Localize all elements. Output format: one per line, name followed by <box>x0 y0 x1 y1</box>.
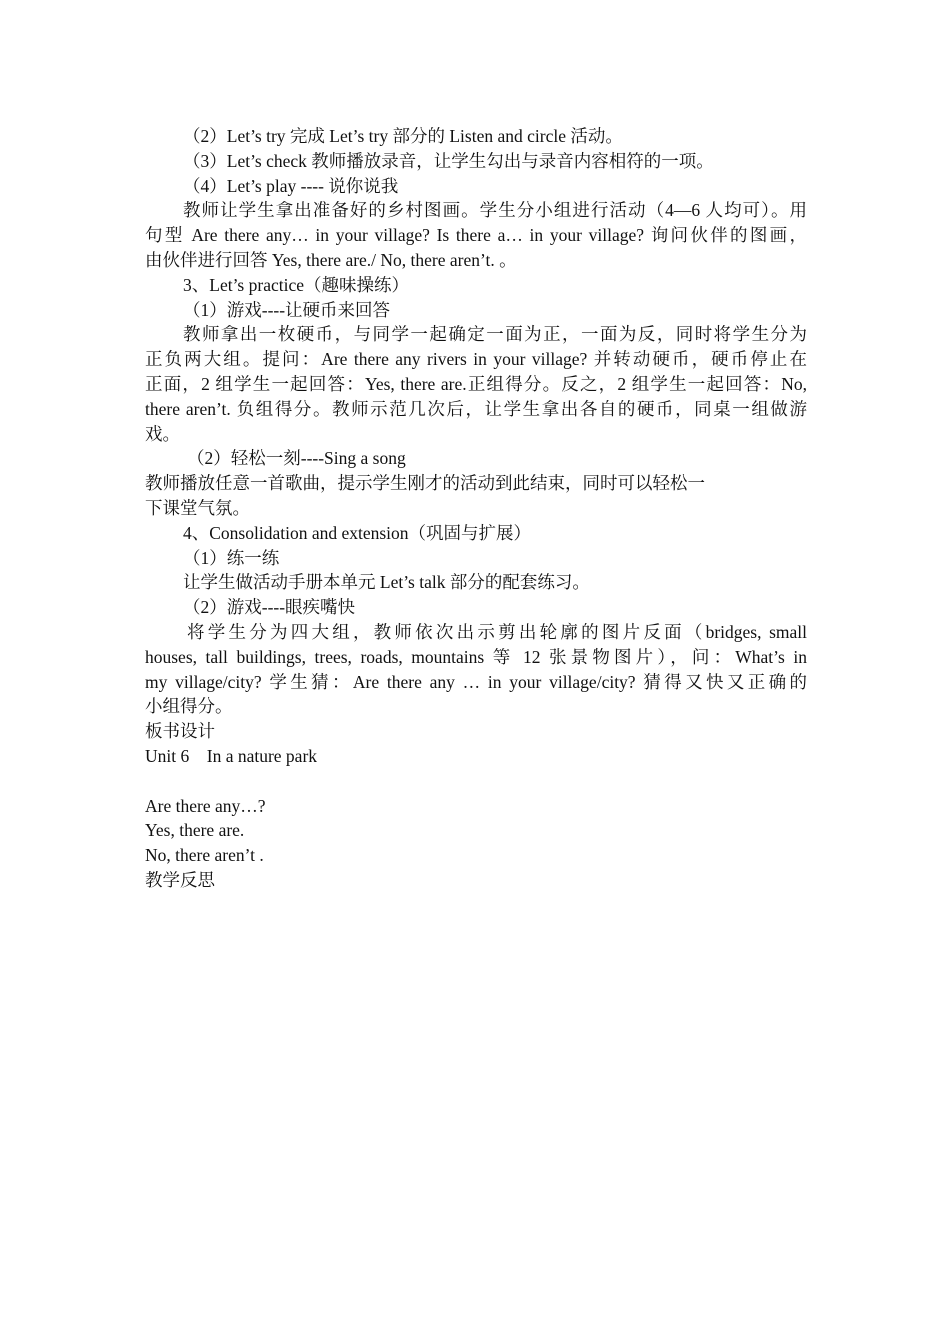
text-line-2: （3）Let’s check 教师播放录音，让学生勾出与录音内容相符的一项。 <box>183 150 714 171</box>
board-line-yes: Yes, there are. <box>145 820 245 841</box>
text-line-3: （4）Let’s play ---- 说你说我 <box>183 175 399 196</box>
text-line-18: （1）练一练 <box>183 547 280 568</box>
text-line-21: 将学生分为四大组，教师依次出示剪出轮廓的图片反面（bridges, small <box>187 621 807 642</box>
text-line-20: （2）游戏----眼疾嘴快 <box>183 597 356 618</box>
text-line-23: my village/city? 学生猜：Are there any … in your village/city? 猜得又快又正确的 <box>145 671 807 692</box>
text-line-15: 教师播放任意一首歌曲，提示学生刚才的活动到此结束，同时可以轻松一 <box>145 473 705 494</box>
text-line-24: 小组得分。 <box>145 696 233 717</box>
text-line-4: 教师让学生拿出准备好的乡村图画。学生分小组进行活动（4—6 人均可）。用 <box>183 200 807 221</box>
text-line-1: （2）Let’s try 完成 Let’s try 部分的 Listen and circle 活动。 <box>183 126 623 146</box>
board-design-heading: 板书设计 <box>145 721 215 742</box>
text-line-13: 戏。 <box>145 423 180 444</box>
text-line-12: there aren’t. 负组得分。教师示范几次后，让学生拿出各自的硬币，同桌一组做游 <box>145 398 807 419</box>
text-line-6: 由伙伴进行回答 Yes, there are./ No, there aren’t. 。 <box>145 249 517 270</box>
text-line-5: 句型 Are there any… in your village? Is there a… in your village? 询问伙伴的图画， <box>145 225 807 246</box>
unit-title: Unit 6 In a nature park <box>145 745 318 766</box>
text-line-11: 正面，2 组学生一起回答：Yes, there are.正组得分。反之，2 组学生一起回答：No, <box>145 373 807 394</box>
reflection-heading: 教学反思 <box>145 869 215 890</box>
text-line-16: 下课堂气氛。 <box>145 497 250 518</box>
section-heading-consolidation: 4、Consolidation and extension（巩固与扩展） <box>183 522 532 543</box>
blank-line <box>145 769 807 794</box>
text-line-14: （2）轻松一刻----Sing a song <box>187 448 406 469</box>
text-line-22: houses, tall buildings, trees, roads, mountains 等 12 张景物图片），问：What’s in <box>145 646 807 667</box>
section-heading-practice: 3、Let’s practice（趣味操练） <box>183 274 409 295</box>
text-line-19: 让学生做活动手册本单元 Let’s talk 部分的配套练习。 <box>183 572 590 593</box>
document-page <box>145 124 807 893</box>
text-line-9: 教师拿出一枚硬币，与同学一起确定一面为正，一面为反，同时将学生分为 <box>183 324 807 345</box>
board-line-no: No, there aren’t . <box>145 845 264 866</box>
text-line-8: （1）游戏----让硬币来回答 <box>183 299 391 320</box>
text-line-10: 正负两大组。提问：Are there any rivers in your village? 并转动硬币，硬币停止在 <box>145 349 807 370</box>
board-line-question: Are there any…? <box>145 795 266 816</box>
